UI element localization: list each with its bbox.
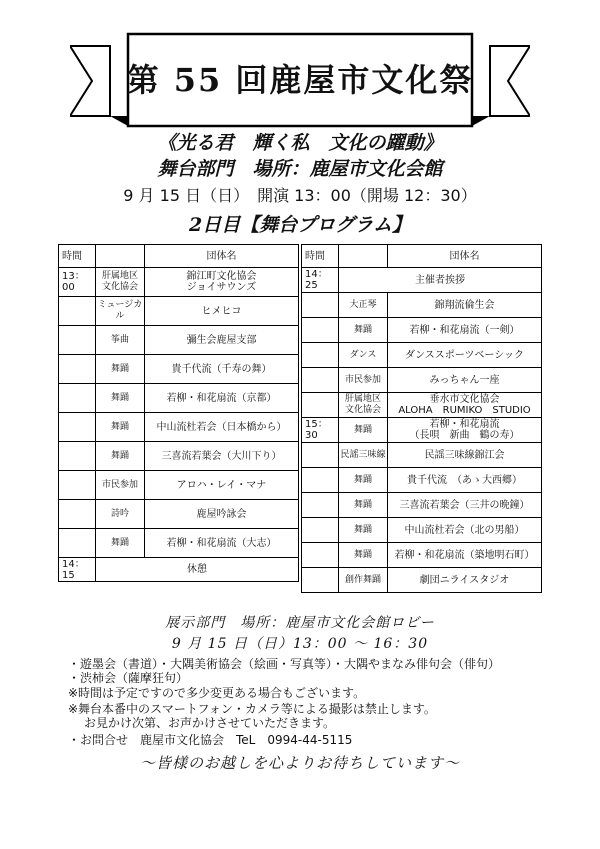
row-time xyxy=(302,518,339,543)
day-label: 2日目【舞台プログラム】 xyxy=(188,214,412,236)
table-row xyxy=(302,568,542,593)
break-row xyxy=(59,558,299,582)
table-header-row xyxy=(302,245,542,268)
row-time: 15：30 xyxy=(302,418,339,443)
table-row xyxy=(302,493,542,518)
row-time xyxy=(302,443,339,468)
category-header xyxy=(96,245,145,268)
contact-info: ・お問合せ 鹿屋市文化協会 TeL 0994-44-5115 xyxy=(68,733,353,747)
table-row xyxy=(302,443,542,468)
table-row xyxy=(59,471,299,500)
photo-note: ※舞台本番中のスマートフォン・カメラ等による撮影は禁止します。 xyxy=(68,702,436,716)
row-time xyxy=(302,293,339,318)
table-row xyxy=(59,529,299,558)
row-time xyxy=(302,493,339,518)
table-row xyxy=(302,368,542,393)
row-group: 錦江町文化協会 ジョイサウンズ xyxy=(145,268,299,297)
row-time xyxy=(59,413,96,442)
time-header: 時間 xyxy=(59,245,96,268)
row-time xyxy=(302,343,339,368)
table-row xyxy=(59,268,299,297)
table-row xyxy=(59,326,299,355)
row-category: 市民参加 xyxy=(96,471,145,500)
row-category: 舞踊 xyxy=(96,529,145,558)
exhibition-groups: ・遊墨会（書道）・大隅美術協会（絵画・写真等）・大隅やまなみ俳句会（俳句） xyxy=(68,657,501,671)
row-group: 三喜流若葉会（大川下り） xyxy=(145,442,299,471)
photo-note-2: お見かけ次第、お声かけさせていただきます。 xyxy=(84,716,336,730)
table-row xyxy=(302,418,542,443)
row-category: 舞踊 xyxy=(339,318,388,343)
row-category: 舞踊 xyxy=(96,413,145,442)
row-category: 詩吟 xyxy=(96,500,145,529)
row-group: 主催者挨拶 xyxy=(339,268,542,293)
table-row xyxy=(59,442,299,471)
row-time xyxy=(59,326,96,355)
row-time xyxy=(59,500,96,529)
table-row xyxy=(59,384,299,413)
row-time xyxy=(59,384,96,413)
schedule-note: ※時間は予定ですので多少変更ある場合もございます。 xyxy=(68,686,366,700)
festival-theme: 《光る君 輝く私 文化の躍動》 xyxy=(157,132,443,154)
row-group: 若柳・和花扇流 （長唄 新曲 鶴の寿） xyxy=(388,418,542,443)
greeting-row xyxy=(302,268,542,293)
program-table-left xyxy=(58,244,299,582)
table-row xyxy=(302,343,542,368)
table-header-row xyxy=(59,245,299,268)
table-row xyxy=(302,393,542,418)
row-category: 創作舞踊 xyxy=(339,568,388,593)
row-category: 市民参加 xyxy=(339,368,388,393)
exhibition-title: 展示部門 場所：鹿屋市文化会館ロビー xyxy=(165,615,435,631)
row-group: ヒメヒコ xyxy=(145,297,299,326)
row-group: 劇団ニライスタジオ xyxy=(388,568,542,593)
row-group: 三喜流若葉会（三井の晩鐘） xyxy=(388,493,542,518)
row-time xyxy=(59,442,96,471)
exhibition-datetime: 9 月 15 日（日）13：00 〜 16：30 xyxy=(171,636,429,652)
row-time xyxy=(302,368,339,393)
table-row xyxy=(59,413,299,442)
row-time: 14：25 xyxy=(302,268,339,293)
row-group: 垂水市文化協会 ALOHA RUMIKO STUDIO xyxy=(388,393,542,418)
row-time xyxy=(302,393,339,418)
row-group: 若柳・和花扇流（京都） xyxy=(145,384,299,413)
row-category: 民謡三味線 xyxy=(339,443,388,468)
table-row xyxy=(302,293,542,318)
table-row xyxy=(302,318,542,343)
row-time: 13：00 xyxy=(59,268,96,297)
row-group: 若柳・和花扇流（一剣） xyxy=(388,318,542,343)
program-table-right xyxy=(301,244,542,593)
row-time xyxy=(302,468,339,493)
row-category: 肝属地区 文化協会 xyxy=(339,393,388,418)
row-time xyxy=(302,543,339,568)
row-category: 舞踊 xyxy=(96,355,145,384)
row-group: 若柳・和花扇流（大志） xyxy=(145,529,299,558)
row-category: 舞踊 xyxy=(339,493,388,518)
stage-datetime: 9 月 15 日（日） 開演 13：00（開場 12：30） xyxy=(123,186,477,205)
row-group: 若柳・和花扇流（築地明石町） xyxy=(388,543,542,568)
row-category: ダンス xyxy=(339,343,388,368)
stage-venue: 舞台部門 場所：鹿屋市文化会館 xyxy=(157,158,443,180)
row-category: 舞踊 xyxy=(96,442,145,471)
row-time xyxy=(59,297,96,326)
row-group: 彌生会鹿屋支部 xyxy=(145,326,299,355)
closing-message: 〜皆様のお越しを心よりお待ちしています〜 xyxy=(139,754,460,772)
table-row xyxy=(59,355,299,384)
row-group: 貴千代流（千寿の舞） xyxy=(145,355,299,384)
table-row xyxy=(59,297,299,326)
row-time xyxy=(59,355,96,384)
row-group: 民謡三味線錦江会 xyxy=(388,443,542,468)
table-row xyxy=(302,543,542,568)
row-time xyxy=(59,529,96,558)
row-category: 大正琴 xyxy=(339,293,388,318)
row-group: 錦翔流倫生会 xyxy=(388,293,542,318)
exhibition-groups-2: ・渋柿会（薩摩狂句） xyxy=(68,671,189,685)
row-time: 14：15 xyxy=(59,558,96,582)
row-group: アロハ・レイ・マナ xyxy=(145,471,299,500)
row-group: 鹿屋吟詠会 xyxy=(145,500,299,529)
category-header xyxy=(339,245,388,268)
row-group: 貴千代流 （あゝ大西郷） xyxy=(388,468,542,493)
row-time xyxy=(59,471,96,500)
row-category: 舞踊 xyxy=(339,418,388,443)
row-group: 中山流杜若会（北の男船） xyxy=(388,518,542,543)
festival-title: 第 55 回鹿屋市文化祭 xyxy=(126,61,474,99)
row-category: 舞踊 xyxy=(96,384,145,413)
row-group: 中山流杜若会（日本橋から） xyxy=(145,413,299,442)
row-group: 休憩 xyxy=(96,558,299,582)
table-row xyxy=(302,518,542,543)
time-header: 時間 xyxy=(302,245,339,268)
row-category: ミュージカル xyxy=(96,297,145,326)
row-group: ダンススポーツベーシック xyxy=(388,343,542,368)
group-header: 団体名 xyxy=(388,245,542,268)
group-header: 団体名 xyxy=(145,245,299,268)
row-time xyxy=(302,318,339,343)
row-category: 舞踊 xyxy=(339,543,388,568)
row-category: 舞踊 xyxy=(339,468,388,493)
row-category: 筝曲 xyxy=(96,326,145,355)
row-category: 舞踊 xyxy=(339,518,388,543)
row-category: 肝属地区 文化協会 xyxy=(96,268,145,297)
table-row xyxy=(59,500,299,529)
row-group: みっちゃん一座 xyxy=(388,368,542,393)
table-row xyxy=(302,468,542,493)
row-time xyxy=(302,568,339,593)
